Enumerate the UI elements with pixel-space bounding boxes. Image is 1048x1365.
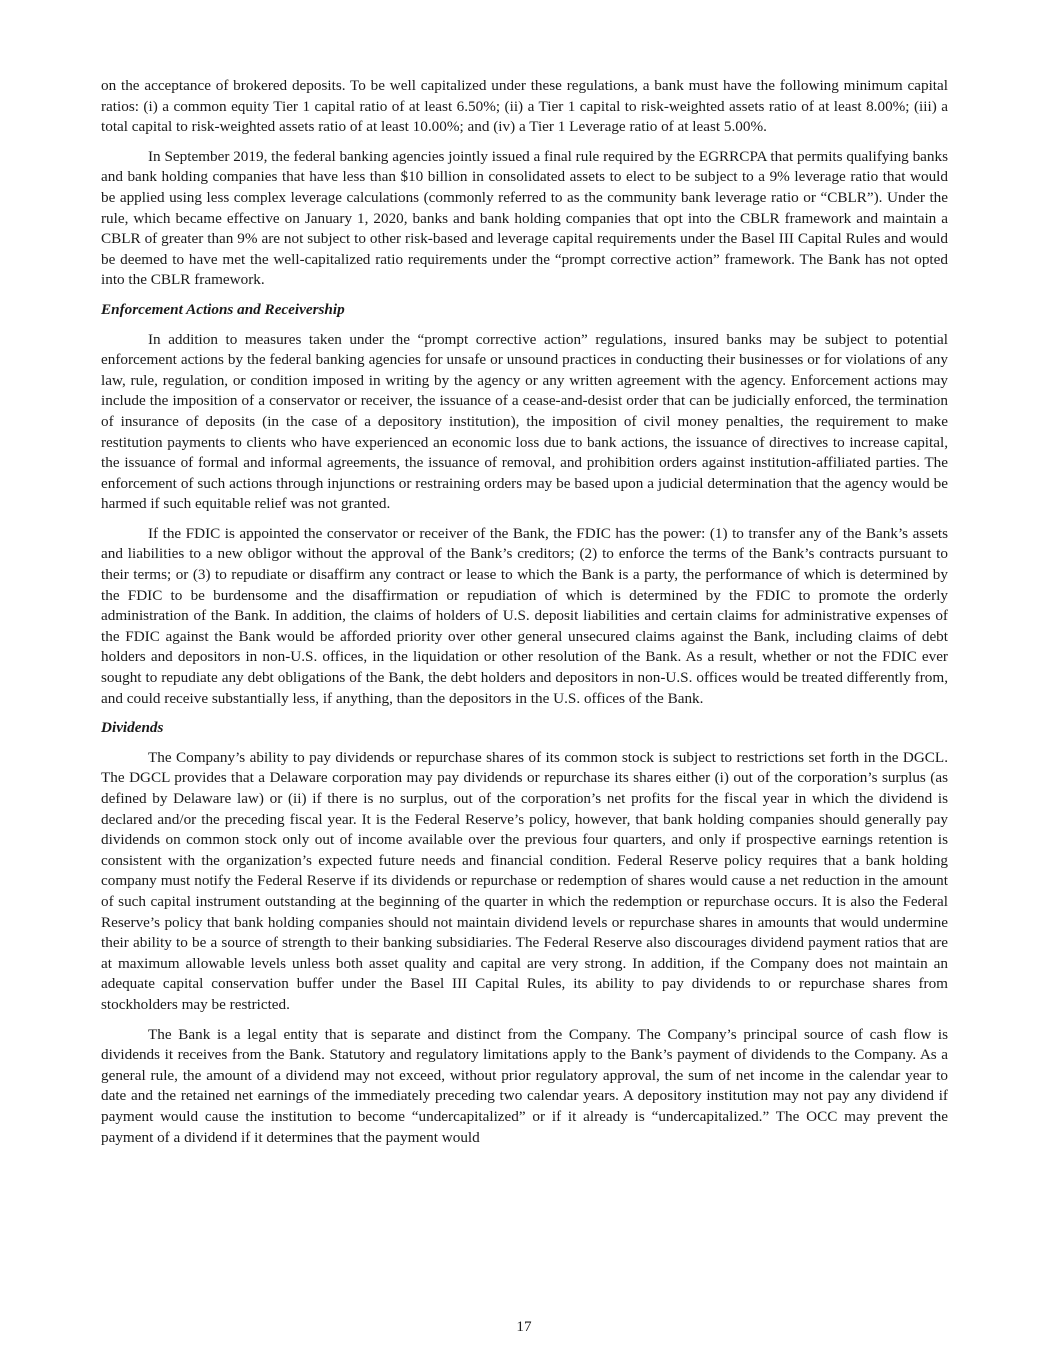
heading-dividends: Dividends xyxy=(101,719,164,737)
paragraph-fdic-receivership: If the FDIC is appointed the conservator or receiver of the Bank, the FDIC has the power: (1) to transfer any of the Bank’s assets and liabilities to a new obligor without the approval of the Bank’s creditors; (2) to enforce the terms of the Bank’s contracts pursuant to their terms; or (3) to repudiate or disaffirm any contract or lease to which the Bank is a party, the performance of which is determined by the FDIC to be burdensome and the disaffirmation or repudiation of which is determined by the FDIC to promote the orderly administration of the Bank. In addition, the claims of holders of U.S. deposit liabilities and certain claims for administrative expenses of the FDIC against the Bank would be afforded priority over other general unsecured claims against the Bank, including claims of debt holders and depositors in non-U.S. offices, in the liquidation or other resolution of the Bank. As a result, whether or not the FDIC ever sought to repudiate any debt obligations of the Bank, the debt holders and depositors in non-U.S. offices would be treated differently from, and could receive substantially less, if anything, than the depositors in the U.S. offices of the Bank. xyxy=(101,524,948,707)
document-page xyxy=(101,76,948,1157)
page-number: 17 xyxy=(516,1318,532,1335)
paragraph-company-dividends: The Company’s ability to pay dividends or repurchase shares of its common stock is subject to restrictions set forth in the DGCL. The DGCL provides that a Delaware corporation may pay dividends or repurchase its shares either (i) out of the corporation’s surplus (as defined by Delaware law) or (ii) if there is no surplus, out of the corporation’s net profits for the fiscal year in which the dividend is declared and/or the preceding fiscal year. It is the Federal Reserve’s policy, however, that bank holding companies should generally pay dividends on common stock only out of income available over the previous four quarters, and only if prospective earnings retention is consistent with the organization’s expected future needs and financial condition. Federal Reserve policy requires that a bank holding company must notify the Federal Reserve if its dividends or repurchase or redemption of shares would cause a net reduction in the amount of such capital instrument outstanding at the beginning of the quarter in which the redemption or repurchase occurs. It is also the Federal Reserve’s policy that bank holding companies should not maintain dividend levels or repurchase shares in amounts that would undermine their ability to be a source of strength to their banking subsidiaries. The Federal Reserve also discourages dividend payment ratios that are at maximum allowable levels unless both asset quality and capital are very strong. In addition, if the Company does not maintain an adequate capital conservation buffer under the Basel III Capital Rules, its ability to pay dividends to or repurchase shares from stockholders may be restricted. xyxy=(101,748,948,1013)
paragraph-well-capitalized-ratios: on the acceptance of brokered deposits. To be well capitalized under these regulations, a bank must have the following minimum capital ratios: (i) a common equity Tier 1 capital ratio of at least 6.50%; (ii) a Tier 1 capital to risk-weighted assets ratio of at least 8.00%; (iii) a total capital to risk-weighted assets ratio of at least 10.00%; and (iv) a Tier 1 Leverage ratio of at least 5.00%. xyxy=(101,77,948,136)
paragraph-enforcement-actions: In addition to measures taken under the “prompt corrective action” regulations, insured banks may be subject to potential enforcement actions by the federal banking agencies for unsafe or unsound practices in conducting their businesses or for violations of any law, rule, regulation, or condition imposed in writing by the agency or any written agreement with the agency. Enforcement actions may include the imposition of a conservator or receiver, the issuance of a cease-and-desist order that can be judicially enforced, the termination of insurance of deposits (in the case of a depository institution), the imposition of civil money penalties, the requirement to make restitution payments to clients who have experienced an economic loss due to bank actions, the issuance of directives to increase capital, the issuance of formal and informal agreements, the issuance of removal, and prohibition orders against institution-affiliated parties. The enforcement of such actions through injunctions or restraining orders may be based upon a judicial determination that the agency would be harmed if such equitable relief was not granted. xyxy=(101,330,948,513)
paragraph-bank-dividends: The Bank is a legal entity that is separate and distinct from the Company. The Company’s principal source of cash flow is dividends it receives from the Bank. Statutory and regulatory limitations apply to the Bank’s payment of dividends to the Company. As a general rule, the amount of a dividend may not exceed, without prior regulatory approval, the sum of net income in the calendar year to date and the retained net earnings of the immediately preceding two calendar years. A depository institution may not pay any dividend if payment would cause the institution to become “undercapitalized” or if it already is “undercapitalized.” The OCC may prevent the payment of a dividend if it determines that the payment would xyxy=(101,1025,948,1146)
paragraph-cblr-rule: In September 2019, the federal banking agencies jointly issued a final rule required by the EGRRCPA that permits qualifying banks and bank holding companies that have less than $10 billion in consolidated assets to elect to be subject to a 9% leverage ratio that would be applied using less complex leverage calculations (commonly referred to as the community bank leverage ratio or “CBLR”). Under the rule, which became effective on January 1, 2020, banks and bank holding companies that opt into the CBLR framework and maintain a CBLR of greater than 9% are not subject to other risk-based and leverage capital requirements under the Basel III Capital Rules and would be deemed to have met the well-capitalized ratio requirements under the “prompt corrective action” framework. The Bank has not opted into the CBLR framework. xyxy=(101,147,948,289)
heading-enforcement-actions: Enforcement Actions and Receivership xyxy=(101,300,345,318)
